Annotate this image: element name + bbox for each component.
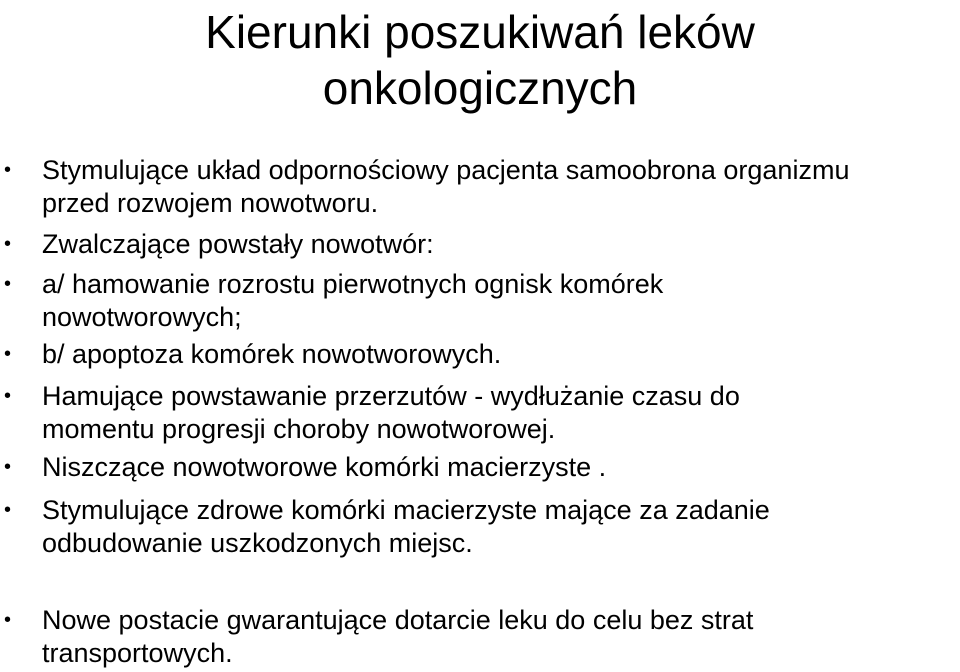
bullet-icon: • (4, 233, 12, 255)
bullet-text (42, 268, 942, 334)
bullet-text-line: nowotworowych; (42, 302, 242, 332)
bullet-item (4, 604, 942, 670)
bullet-text (42, 380, 942, 446)
bullet-item (4, 268, 942, 334)
bullet-item (4, 228, 942, 261)
bullet-item (4, 154, 942, 220)
bullet-icon: • (4, 343, 12, 365)
bullet-item (4, 451, 942, 484)
bullet-text-line: odbudowanie uszkodzonych miejsc. (42, 528, 473, 558)
bullet-text-line: momentu progresji choroby nowotworowej. (42, 414, 556, 444)
bullet-icon: • (4, 273, 12, 295)
bullet-text-line: Niszczące nowotworowe komórki macierzyste . (42, 452, 607, 482)
bullet-text-line: transportowych. (42, 638, 233, 668)
bullet-text-line: a/ hamowanie rozrostu pierwotnych ognisk komórek (42, 269, 664, 299)
bullet-text-line: Stymulujące układ odpornościowy pacjenta samoobrona organizmu (42, 155, 850, 185)
bullet-text-line: Hamujące powstawanie przerzutów - wydłużanie czasu do (42, 381, 740, 411)
bullet-text (42, 338, 942, 371)
bullet-text (42, 154, 942, 220)
bullet-text-line: Stymulujące zdrowe komórki macierzyste mające za zadanie (42, 495, 770, 525)
bullet-text-line: Nowe postacie gwarantujące dotarcie leku do celu bez strat (42, 605, 754, 635)
title-line: Kierunki poszukiwań leków (205, 6, 755, 58)
slide-title (0, 4, 960, 116)
bullet-text (42, 451, 942, 484)
bullet-icon: • (4, 385, 12, 407)
bullet-text-line: b/ apoptoza komórek nowotworowych. (42, 339, 502, 369)
bullet-icon: • (4, 159, 12, 181)
title-line: onkologicznych (322, 62, 638, 114)
bullet-text-line: Zwalczające powstały nowotwór: (42, 229, 434, 259)
bullet-icon: • (4, 456, 12, 478)
bullet-text-line: przed rozwojem nowotworu. (42, 188, 379, 218)
bullet-text (42, 228, 942, 261)
bullet-icon: • (4, 609, 12, 631)
bullet-text (42, 494, 942, 560)
bullet-item (4, 338, 942, 371)
bullet-icon: • (4, 499, 12, 521)
bullet-text (42, 604, 942, 670)
bullet-item (4, 494, 942, 560)
bullet-item (4, 380, 942, 446)
